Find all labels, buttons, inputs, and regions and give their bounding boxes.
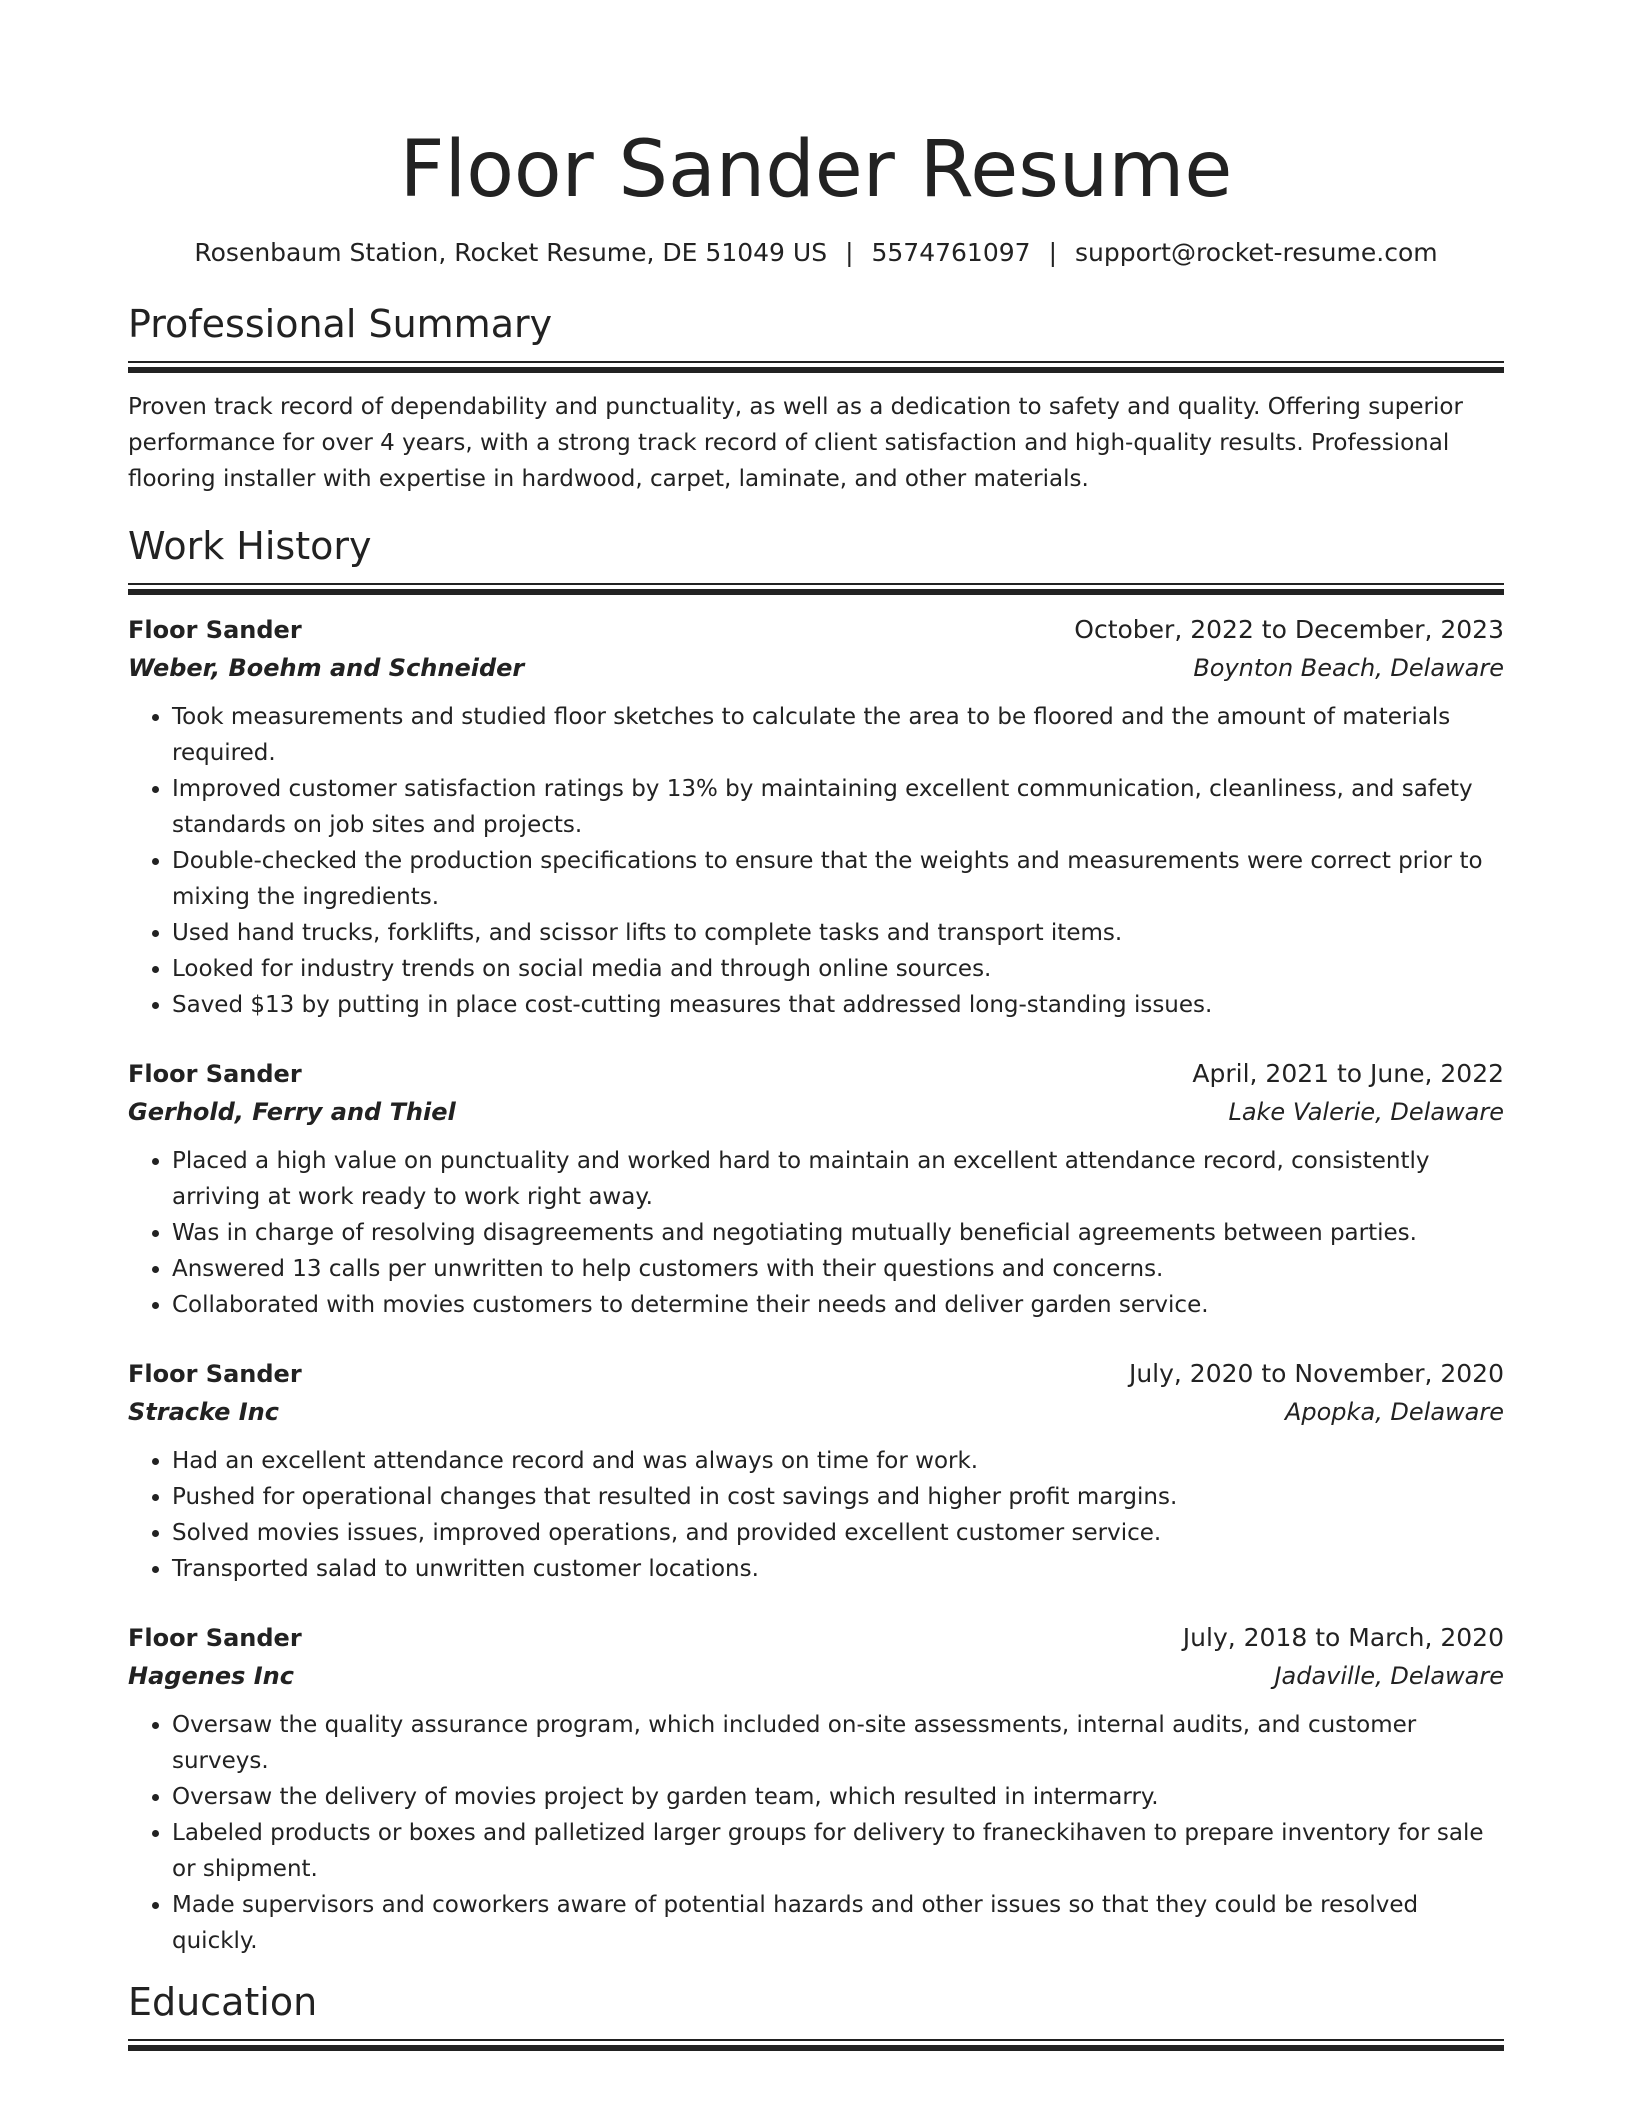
job-company: Gerhold, Ferry and Thiel xyxy=(128,1098,456,1126)
job-dates: July, 2020 to November, 2020 xyxy=(1128,1359,1504,1388)
job-title: Floor Sander xyxy=(128,1624,302,1652)
job-entry xyxy=(128,611,1504,1023)
job-company: Hagenes Inc xyxy=(128,1662,294,1690)
job-bullets xyxy=(128,1143,1504,1323)
list-item: • Answered 13 calls per unwritten to help customers with their questions and concerns. xyxy=(172,1251,1504,1287)
job-bullets xyxy=(128,1443,1504,1587)
list-item: • Used hand trucks, forklifts, and scissor lifts to complete tasks and transport items. xyxy=(172,915,1504,951)
section-title-education: Education xyxy=(128,1980,318,2024)
contact-phone: 5574761097 xyxy=(871,238,1031,267)
job-location: Apopka, Delaware xyxy=(1284,1398,1504,1426)
contact-separator: | xyxy=(845,238,854,267)
list-item: • Was in charge of resolving disagreements and negotiating mutually beneficial agreements between parties. xyxy=(172,1215,1504,1251)
list-item: • Transported salad to unwritten customer locations. xyxy=(172,1551,1504,1587)
section-title-work: Work History xyxy=(128,524,372,568)
job-title: Floor Sander xyxy=(128,616,302,644)
job-company: Weber, Boehm and Schneider xyxy=(128,654,525,682)
list-item: • Double-checked the production specifications to ensure that the weights and measurements were correct prior to mixing the ingredients. xyxy=(172,843,1504,915)
list-item: • Labeled products or boxes and palletized larger groups for delivery to franeckihaven to prepare inventory for sale or shipment. xyxy=(172,1815,1504,1887)
contact-address: Rosenbaum Station, Rocket Resume, DE 51049 US xyxy=(194,238,828,267)
contact-line xyxy=(128,236,1504,270)
section-title-summary: Professional Summary xyxy=(128,302,553,346)
list-item: • Collaborated with movies customers to determine their needs and deliver garden service. xyxy=(172,1287,1504,1323)
job-bullets xyxy=(128,699,1504,1023)
job-location: Jadaville, Delaware xyxy=(1274,1662,1504,1690)
list-item: • Looked for industry trends on social media and through online sources. xyxy=(172,951,1504,987)
list-item: • Had an excellent attendance record and was always on time for work. xyxy=(172,1443,1504,1479)
job-entry xyxy=(128,1619,1504,1959)
list-item: • Pushed for operational changes that resulted in cost savings and higher profit margins. xyxy=(172,1479,1504,1515)
list-item: • Oversaw the quality assurance program, which included on-site assessments, internal audits, and customer surveys. xyxy=(172,1707,1504,1779)
list-item: • Placed a high value on punctuality and worked hard to maintain an excellent attendance record, consistently arriving at work ready to work right away. xyxy=(172,1143,1504,1215)
job-dates: April, 2021 to June, 2022 xyxy=(1192,1059,1504,1088)
section-divider xyxy=(128,583,1504,593)
section-divider xyxy=(128,361,1504,371)
job-location: Boynton Beach, Delaware xyxy=(1193,654,1504,682)
job-title: Floor Sander xyxy=(128,1060,302,1088)
job-company: Stracke Inc xyxy=(128,1398,279,1426)
list-item: • Solved movies issues, improved operations, and provided excellent customer service. xyxy=(172,1515,1504,1551)
summary-text: Proven track record of dependability and punctuality, as well as a dedication to safety and quality. Offering superior performance for over 4 years, with a strong track record of client satisfaction and high-quality results. Professional flooring installer with expertise in hardwood, carpet, laminate, and other materials. xyxy=(128,394,1463,492)
list-item: • Oversaw the delivery of movies project by garden team, which resulted in intermarry. xyxy=(172,1779,1504,1815)
list-item: • Saved $13 by putting in place cost-cutting measures that addressed long-standing issues. xyxy=(172,987,1504,1023)
job-entry xyxy=(128,1055,1504,1323)
list-item: • Made supervisors and coworkers aware of potential hazards and other issues so that they could be resolved quickly. xyxy=(172,1887,1504,1959)
list-item: • Improved customer satisfaction ratings by 13% by maintaining excellent communication, cleanliness, and safety standards on job sites and projects. xyxy=(172,771,1504,843)
professional-summary-section xyxy=(128,299,1504,497)
resume-title: Floor Sander Resume xyxy=(399,125,1233,215)
job-dates: July, 2018 to March, 2020 xyxy=(1182,1623,1504,1652)
job-location: Lake Valerie, Delaware xyxy=(1228,1098,1504,1126)
job-bullets xyxy=(128,1707,1504,1959)
work-history-section xyxy=(128,521,1504,1959)
job-dates: October, 2022 to December, 2023 xyxy=(1074,615,1504,644)
job-title: Floor Sander xyxy=(128,1360,302,1388)
education-section xyxy=(128,1977,1504,2049)
job-entry xyxy=(128,1355,1504,1587)
resume-page xyxy=(128,0,1504,2049)
contact-email: support@rocket-resume.com xyxy=(1075,238,1438,267)
section-divider xyxy=(128,2039,1504,2049)
list-item: • Took measurements and studied floor sketches to calculate the area to be floored and the amount of materials required. xyxy=(172,699,1504,771)
contact-separator: | xyxy=(1048,238,1057,267)
